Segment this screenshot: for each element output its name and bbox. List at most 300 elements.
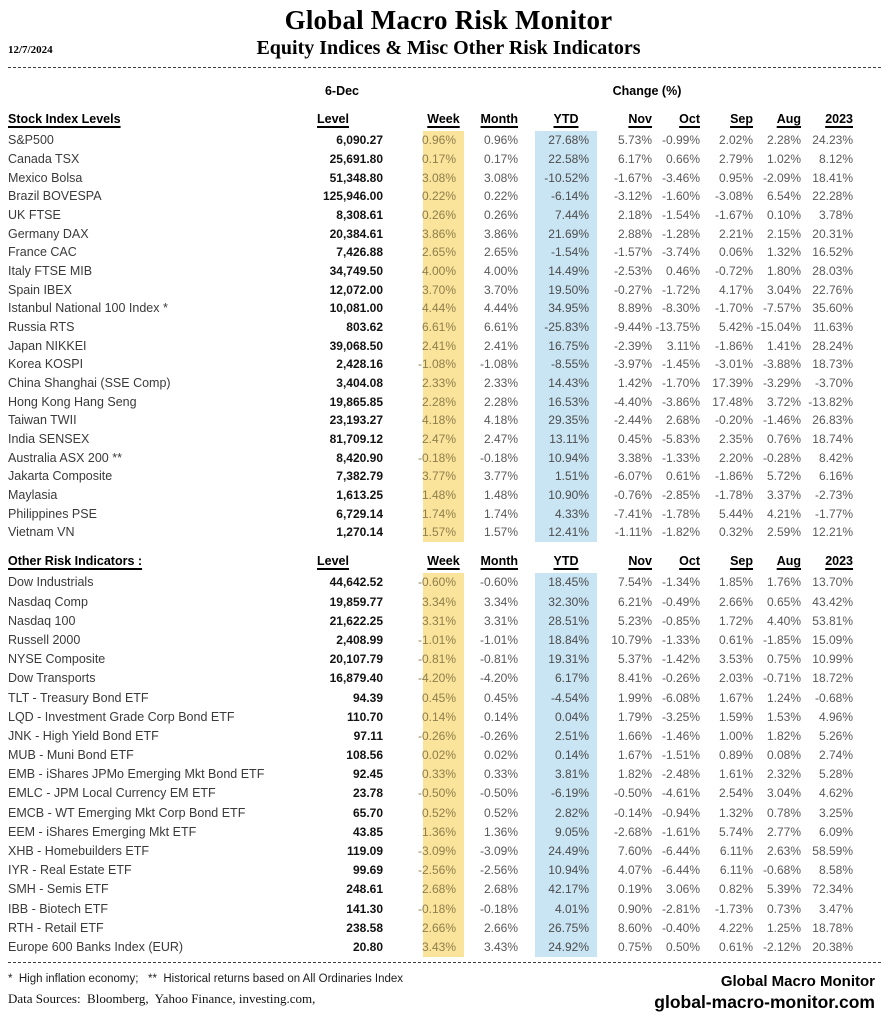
row-label: S&P500 [8, 133, 54, 148]
sep-value: -1.78% [714, 488, 753, 503]
row-label: NYSE Composite [8, 652, 106, 667]
sep-value: 2.02% [718, 133, 753, 148]
aug-value: -3.29% [762, 376, 801, 391]
y2023-value: 43.42% [812, 594, 853, 609]
y2023-value: 35.60% [812, 301, 853, 316]
table-row [8, 573, 889, 592]
aug-value: 2.77% [766, 824, 801, 839]
sep-value: 5.44% [718, 506, 753, 521]
ytd-value: 2.51% [535, 726, 597, 745]
nov-value: -0.76% [613, 488, 652, 503]
week-value: -1.01% [423, 630, 464, 649]
sep-value: 0.61% [718, 939, 753, 954]
month-value: 3.31% [483, 613, 518, 628]
aug-value: 3.04% [766, 282, 801, 297]
table-row [8, 707, 889, 726]
y2023-value: 28.24% [812, 338, 853, 353]
row-label: Brazil BOVESPA [8, 189, 102, 204]
nov-value: 1.67% [617, 748, 652, 763]
y2023-value: 22.28% [812, 189, 853, 204]
ytd-value: -4.54% [535, 688, 597, 707]
level-value: 110.70 [346, 709, 383, 724]
ytd-value: -10.52% [535, 168, 597, 187]
row-label: RTH - Retail ETF [8, 920, 104, 935]
oct-value: -2.81% [661, 901, 700, 916]
y2023-value: 72.34% [812, 882, 853, 897]
month-value: 0.17% [483, 152, 518, 166]
month-value: 3.70% [483, 282, 518, 297]
month-value: 3.43% [483, 939, 518, 954]
month-value: 1.74% [483, 506, 518, 521]
data-sources-text: Data Sources: Bloomberg, Yahoo Finance, investing.com, [8, 990, 316, 1006]
week-value: 2.47% [423, 430, 464, 449]
month-value: 1.36% [483, 824, 518, 839]
level-value: 21,622.25 [329, 613, 383, 628]
table-row [8, 187, 889, 206]
month-value: 1.48% [483, 488, 518, 503]
month-value: 3.86% [483, 226, 518, 241]
ytd-value: 42.17% [535, 880, 597, 899]
level-value: 23,193.27 [329, 413, 383, 428]
aug-value: 0.76% [766, 432, 801, 447]
month-value: -0.26% [479, 728, 518, 743]
ytd-value: 0.14% [535, 745, 597, 764]
ytd-value: 26.75% [535, 918, 597, 937]
nov-value: 8.41% [617, 671, 652, 686]
ytd-value: 12.41% [535, 523, 597, 542]
nov-value: -6.07% [613, 469, 652, 484]
row-label: Jakarta Composite [8, 469, 113, 484]
y2023-value: 15.09% [812, 632, 853, 647]
oct-value: -0.94% [661, 805, 700, 820]
value-date-label: 6-Dec [324, 84, 360, 98]
oct-value: -3.86% [661, 394, 700, 409]
sep-value: 0.61% [718, 632, 753, 647]
y2023-value: 3.78% [818, 208, 853, 223]
row-label: Istanbul National 100 Index * [8, 301, 168, 316]
ytd-value: 16.53% [535, 392, 597, 411]
level-value: 8,308.61 [336, 208, 383, 223]
y2023-value: -3.70% [814, 376, 853, 391]
nov-value: -0.27% [613, 282, 652, 297]
y2023-value: 18.73% [812, 357, 853, 372]
y2023-value: 6.09% [818, 824, 853, 839]
column-header-oct: Oct [679, 112, 700, 126]
week-value: 2.66% [423, 918, 464, 937]
month-value: 6.61% [483, 320, 518, 335]
month-value: 0.96% [483, 133, 518, 148]
y2023-value: 3.47% [818, 901, 853, 916]
level-value: 23.78 [352, 786, 383, 801]
aug-value: 0.08% [766, 748, 801, 763]
aug-value: 1.41% [766, 338, 801, 353]
sep-value: 4.17% [718, 282, 753, 297]
section-label-stock-index-levels: Stock Index Levels [8, 112, 121, 126]
nov-value: 1.82% [617, 767, 652, 782]
month-value: 2.66% [483, 920, 518, 935]
level-value: 8,420.90 [336, 450, 383, 465]
aug-value: 2.28% [766, 133, 801, 148]
table-meta-row [8, 84, 889, 102]
column-header-ytd: YTD [553, 553, 579, 568]
nov-value: -2.39% [613, 338, 652, 353]
level-value: 20.80 [352, 939, 383, 954]
month-value: -1.08% [479, 357, 518, 372]
aug-value: -0.71% [762, 671, 801, 686]
month-value: 1.57% [483, 525, 518, 540]
level-value: 94.39 [352, 690, 383, 705]
table-row [8, 918, 889, 937]
column-header-2023: 2023 [825, 112, 853, 126]
row-label: EMCB - WT Emerging Mkt Corp Bond ETF [8, 805, 246, 820]
month-value: 2.33% [483, 376, 518, 391]
week-value: -0.18% [423, 899, 464, 918]
change-percent-label: Change (%) [612, 84, 682, 98]
level-value: 6,090.27 [336, 133, 383, 148]
table-row [8, 131, 889, 150]
row-label: Nasdaq Comp [8, 594, 88, 609]
y2023-value: 16.52% [812, 245, 853, 260]
sep-value: 1.32% [718, 805, 753, 820]
y2023-value: 4.62% [818, 786, 853, 801]
row-label: EMLC - JPM Local Currency EM ETF [8, 786, 216, 801]
ytd-value: 24.92% [535, 937, 597, 956]
row-label: Spain IBEX [8, 282, 72, 297]
sep-value: 17.48% [712, 394, 753, 409]
nov-value: 0.90% [617, 901, 652, 916]
table-row [8, 592, 889, 611]
ytd-value: 16.75% [535, 336, 597, 355]
level-value: 99.69 [352, 863, 383, 878]
nov-value: 2.88% [617, 226, 652, 241]
aug-value: 2.32% [766, 767, 801, 782]
month-value: 0.14% [483, 709, 518, 724]
aug-value: 1.80% [766, 264, 801, 279]
row-label: UK FTSE [8, 208, 61, 223]
oct-value: -1.60% [661, 189, 700, 204]
month-value: 4.00% [483, 264, 518, 279]
oct-value: -6.44% [661, 844, 700, 858]
level-value: 2,428.16 [336, 357, 383, 372]
nov-value: 6.17% [617, 152, 652, 166]
nov-value: 1.79% [617, 709, 652, 724]
week-value: -3.09% [423, 841, 464, 860]
nov-value: -4.40% [613, 394, 652, 409]
level-value: 51,348.80 [329, 170, 383, 185]
aug-value: 1.24% [766, 690, 801, 705]
month-value: -4.20% [479, 671, 518, 686]
level-value: 92.45 [352, 767, 383, 782]
sep-value: 17.39% [712, 376, 753, 391]
sep-value: 3.53% [718, 652, 753, 667]
level-value: 3,404.08 [336, 376, 383, 391]
nov-value: -3.97% [613, 357, 652, 372]
aug-value: -1.46% [762, 413, 801, 428]
footnote-text: * High inflation economy; ** Historical returns based on All Ordinaries Index [8, 972, 404, 985]
aug-value: 0.75% [766, 652, 801, 667]
level-value: 803.62 [346, 320, 383, 335]
aug-value: -0.68% [762, 863, 801, 878]
ytd-value: 4.01% [535, 899, 597, 918]
ytd-value: 7.44% [535, 206, 597, 225]
table-row [8, 669, 889, 688]
row-label: Australia ASX 200 ** [8, 450, 122, 465]
aug-value: -1.85% [762, 632, 801, 647]
table-row [8, 630, 889, 649]
row-label: Hong Kong Hang Seng [8, 394, 137, 409]
sep-value: 2.03% [718, 671, 753, 686]
y2023-value: -1.77% [814, 506, 853, 521]
month-value: 0.22% [483, 189, 518, 204]
table-row [8, 745, 889, 764]
y2023-value: 3.25% [818, 805, 853, 820]
oct-value: -0.85% [661, 613, 700, 628]
row-label: MUB - Muni Bond ETF [8, 748, 134, 763]
table-row [8, 355, 889, 374]
table-row [8, 374, 889, 393]
month-value: 2.65% [483, 245, 518, 260]
ytd-value: 9.05% [535, 822, 597, 841]
sep-value: 6.11% [719, 844, 753, 858]
sep-value: 0.95% [718, 170, 753, 185]
oct-value: -1.61% [661, 824, 700, 839]
sep-value: 0.32% [718, 525, 753, 540]
aug-value: 2.59% [766, 525, 801, 540]
y2023-value: 5.26% [818, 728, 853, 743]
level-value: 81,709.12 [329, 432, 383, 447]
sep-value: 0.06% [718, 245, 753, 260]
nov-value: -1.57% [613, 245, 652, 260]
ytd-value: -8.55% [535, 355, 597, 374]
nov-value: 4.07% [617, 863, 652, 878]
ytd-value: 0.04% [535, 707, 597, 726]
y2023-value: -13.82% [808, 394, 853, 409]
y2023-value: 10.99% [812, 652, 853, 667]
month-value: -0.50% [479, 786, 518, 801]
oct-value: -1.54% [661, 208, 700, 223]
level-value: 12,072.00 [329, 282, 383, 297]
row-label: France CAC [8, 245, 77, 260]
sep-value: 5.74% [718, 824, 753, 839]
oct-value: -1.42% [661, 652, 700, 667]
level-value: 44,642.52 [329, 575, 383, 590]
table-row [8, 430, 889, 449]
aug-value: 3.37% [766, 488, 801, 503]
table-row [8, 150, 889, 169]
table-row [8, 318, 889, 337]
table-row [8, 803, 889, 822]
ytd-value: 13.11% [535, 430, 597, 449]
week-value: 0.45% [423, 688, 464, 707]
nov-value: 7.60% [617, 844, 652, 858]
ytd-value: 14.49% [535, 262, 597, 281]
week-value: 2.68% [423, 880, 464, 899]
level-value: 248.61 [346, 882, 383, 897]
level-value: 19,865.85 [329, 394, 383, 409]
table-row [8, 822, 889, 841]
sep-value: -3.08% [714, 189, 753, 204]
ytd-value: -25.83% [535, 318, 597, 337]
month-value: 0.26% [483, 208, 518, 223]
week-value: 4.18% [423, 411, 464, 430]
y2023-value: 4.96% [818, 709, 853, 724]
level-value: 97.11 [353, 728, 383, 743]
row-label: TLT - Treasury Bond ETF [8, 690, 149, 705]
table-row [8, 280, 889, 299]
week-value: 0.33% [423, 765, 464, 784]
oct-value: 3.11% [666, 338, 700, 353]
row-label: India SENSEX [8, 432, 90, 447]
row-label: Taiwan TWII [8, 413, 77, 428]
y2023-value: -0.68% [814, 690, 853, 705]
nov-value: 8.60% [617, 920, 652, 935]
y2023-value: 18.41% [812, 170, 853, 185]
column-header-aug: Aug [776, 112, 801, 126]
level-value: 141.30 [346, 901, 383, 916]
oct-value: -1.28% [661, 226, 700, 241]
brand-url: global-macro-monitor.com [654, 991, 875, 1012]
ytd-value: 22.58% [535, 150, 597, 169]
table-row [8, 765, 889, 784]
aug-value: 6.54% [766, 189, 801, 204]
table-row [8, 523, 889, 542]
level-value: 1,613.25 [336, 488, 383, 503]
oct-value: -6.08% [661, 690, 700, 705]
oct-value: 3.06% [665, 882, 700, 897]
oct-value: -0.40% [661, 920, 700, 935]
week-value: 4.44% [423, 299, 464, 318]
column-header-ytd: YTD [553, 112, 579, 126]
row-label: LQD - Investment Grade Corp Bond ETF [8, 709, 235, 724]
week-value: 3.70% [423, 280, 464, 299]
level-value: 119.09 [346, 844, 383, 858]
y2023-value: 11.63% [813, 320, 853, 335]
table-row [8, 841, 889, 860]
ytd-value: 14.43% [535, 374, 597, 393]
table-row [8, 392, 889, 411]
footnotes-block [8, 973, 403, 1013]
ytd-value: 10.90% [535, 486, 597, 505]
oct-value: -1.33% [661, 632, 700, 647]
page-title: Global Macro Risk Monitor [284, 5, 613, 35]
sep-value: -1.86% [714, 338, 753, 353]
sep-value: 6.11% [719, 863, 753, 878]
nov-value: 8.89% [617, 301, 652, 316]
y2023-value: 53.81% [812, 613, 853, 628]
sep-value: -1.67% [714, 208, 753, 223]
week-value: 0.22% [423, 187, 464, 206]
month-value: 3.77% [483, 469, 518, 484]
oct-value: -2.48% [661, 767, 700, 782]
table-row [8, 650, 889, 669]
sep-value: 5.42% [718, 320, 753, 335]
y2023-value: 58.59% [812, 844, 853, 858]
row-label: JNK - High Yield Bond ETF [8, 728, 159, 743]
oct-value: -1.51% [661, 748, 700, 763]
sep-value: 2.79% [718, 152, 753, 166]
nov-value: -9.44% [613, 320, 652, 335]
week-value: 1.74% [423, 504, 464, 523]
row-label: Korea KOSPI [8, 357, 84, 372]
month-value: 2.47% [483, 432, 518, 447]
month-value: 2.28% [483, 394, 518, 409]
ytd-value: 1.51% [535, 467, 597, 486]
week-value: 6.61% [423, 318, 464, 337]
row-label: EEM - iShares Emerging Mkt ETF [8, 824, 197, 839]
aug-value: 1.76% [766, 575, 801, 590]
week-value: 4.00% [423, 262, 464, 281]
table-row [8, 784, 889, 803]
oct-value: 0.50% [665, 939, 700, 954]
sep-value: 1.00% [718, 728, 753, 743]
month-value: 0.33% [483, 767, 518, 782]
row-label: Russia RTS [8, 320, 75, 335]
y2023-value: 8.42% [818, 450, 853, 465]
column-header-month: Month [480, 112, 518, 126]
table-row [8, 880, 889, 899]
table-row [8, 262, 889, 281]
ytd-value: 6.17% [535, 669, 597, 688]
aug-value: 5.72% [766, 469, 801, 484]
sep-value: 2.35% [718, 432, 753, 447]
week-value: 1.57% [423, 523, 464, 542]
y2023-value: -2.73% [814, 488, 853, 503]
table-row [8, 467, 889, 486]
nov-value: -3.12% [613, 189, 652, 204]
sep-value: 1.85% [718, 575, 753, 590]
brand-block [654, 973, 875, 1013]
oct-value: -0.26% [661, 671, 700, 686]
oct-value: -1.34% [661, 575, 700, 590]
row-label: EMB - iShares JPMo Emerging Mkt Bond ETF [8, 767, 265, 782]
ytd-value: 10.94% [535, 448, 597, 467]
aug-value: -15.04% [756, 320, 801, 335]
month-value: 0.52% [483, 805, 518, 820]
ytd-value: 24.49% [535, 841, 597, 860]
sep-value: 2.21% [718, 226, 753, 241]
y2023-value: 18.72% [812, 671, 853, 686]
week-value: 3.43% [423, 937, 464, 956]
ytd-value: 19.31% [535, 650, 597, 669]
risk-table-header-row [8, 549, 889, 573]
y2023-value: 24.23% [812, 133, 853, 148]
nov-value: -2.68% [613, 824, 652, 839]
report-header [8, 0, 889, 64]
sep-value: 1.61% [718, 767, 753, 782]
oct-value: -1.45% [661, 357, 700, 372]
nov-value: 2.18% [617, 208, 652, 223]
week-value: -1.08% [423, 355, 464, 374]
nov-value: 7.54% [617, 575, 652, 590]
nov-value: -0.50% [613, 786, 652, 801]
report-date: 12/7/2024 [8, 44, 53, 56]
week-value: -0.81% [423, 650, 464, 669]
oct-value: -3.25% [661, 709, 700, 724]
ytd-value: 28.51% [535, 611, 597, 630]
row-label: XHB - Homebuilders ETF [8, 844, 150, 858]
month-value: -3.09% [479, 844, 518, 858]
week-value: 2.28% [423, 392, 464, 411]
column-header-sep: Sep [730, 112, 753, 126]
row-label: IBB - Biotech ETF [8, 901, 109, 916]
nov-value: 5.37% [617, 652, 652, 667]
oct-value: 0.66% [665, 152, 700, 166]
month-value: 4.18% [483, 413, 518, 428]
oct-value: -13.75% [655, 320, 700, 335]
level-value: 1,270.14 [336, 525, 383, 540]
sep-value: 2.66% [718, 594, 753, 609]
y2023-value: 13.70% [812, 575, 853, 590]
